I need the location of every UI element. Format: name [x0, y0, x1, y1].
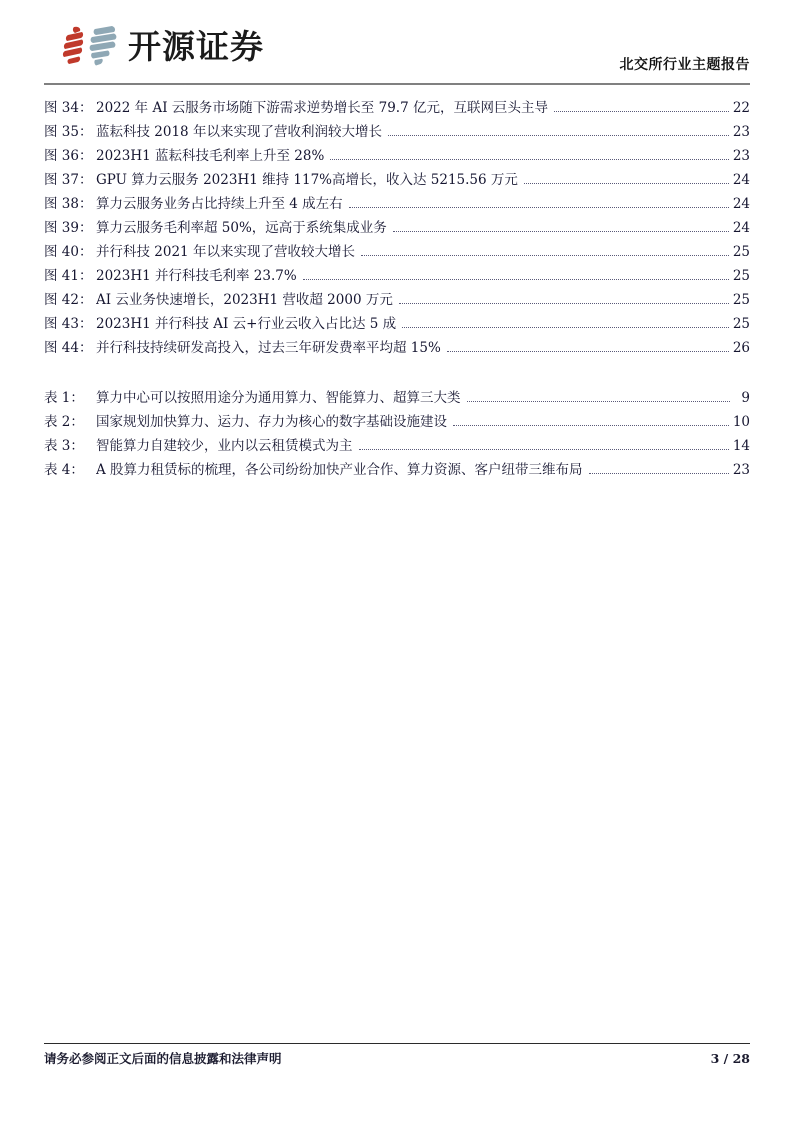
toc-dot-leader — [524, 176, 729, 184]
brand-name: 开源证券 — [128, 26, 264, 66]
toc-entry-figure[interactable] — [44, 240, 750, 264]
toc-entry-page: 23 — [732, 148, 750, 164]
toc-entry-label: 图 41： — [44, 268, 93, 284]
table-of-contents — [44, 96, 750, 482]
toc-entry-label: 表 2： — [44, 414, 84, 430]
toc-dot-leader — [453, 418, 729, 426]
toc-entry-figure[interactable] — [44, 264, 750, 288]
toc-entry-title: GPU 算力云服务 2023H1 维持 117%高增长，收入达 5215.56 万元 — [96, 172, 518, 188]
toc-entry-label: 图 37： — [44, 172, 93, 188]
report-title: 北交所行业主题报告 — [619, 57, 750, 73]
toc-entry-label: 图 34： — [44, 100, 93, 116]
toc-entry-title: 2023H1 并行科技 AI 云+行业云收入占比达 5 成 — [96, 316, 397, 332]
toc-entry-page: 25 — [732, 292, 750, 308]
toc-entry-label: 图 39： — [44, 220, 93, 236]
toc-dot-leader — [330, 152, 729, 160]
toc-entry-label: 图 44： — [44, 340, 93, 356]
toc-entry-table[interactable] — [44, 458, 750, 482]
toc-dot-leader — [467, 394, 731, 402]
toc-entry-label: 图 40： — [44, 244, 93, 260]
page-header — [44, 14, 750, 76]
page-footer — [44, 1049, 750, 1067]
toc-dot-leader — [388, 128, 729, 136]
toc-entry-page: 24 — [732, 220, 750, 236]
toc-dot-leader — [447, 344, 729, 352]
toc-entry-title: 国家规划加快算力、运力、存力为核心的数字基础设施建设 — [96, 414, 447, 430]
toc-entry-figure[interactable] — [44, 168, 750, 192]
toc-entry-page: 25 — [732, 268, 750, 284]
toc-entry-figure[interactable] — [44, 192, 750, 216]
toc-tables-group — [44, 386, 750, 482]
toc-dot-leader — [303, 272, 729, 280]
toc-entry-title: 2023H1 蓝耘科技毛利率上升至 28% — [96, 148, 325, 164]
toc-entry-label: 表 4： — [44, 462, 84, 478]
toc-entry-page: 23 — [732, 124, 750, 140]
footer-page-number: 3 / 28 — [710, 1051, 750, 1066]
toc-dot-leader — [393, 224, 729, 232]
toc-entry-page: 26 — [732, 340, 750, 356]
toc-entry-title: 算力云服务业务占比持续上升至 4 成左右 — [96, 196, 343, 212]
toc-entry-table[interactable] — [44, 434, 750, 458]
toc-dot-leader — [589, 466, 729, 474]
toc-dot-leader — [554, 104, 729, 112]
toc-entry-title: 并行科技 2021 年以来实现了营收较大增长 — [96, 244, 355, 260]
toc-dot-leader — [361, 248, 729, 256]
toc-entry-label: 图 35： — [44, 124, 93, 140]
toc-entry-label: 表 3： — [44, 438, 84, 454]
kaiyuan-logo-icon — [62, 24, 118, 68]
toc-entry-page: 23 — [732, 462, 750, 478]
toc-entry-table[interactable] — [44, 386, 750, 410]
header-divider — [44, 83, 750, 85]
toc-entry-title: 蓝耘科技 2018 年以来实现了营收利润较大增长 — [96, 124, 382, 140]
footer-disclaimer: 请务必参阅正文后面的信息披露和法律声明 — [44, 1051, 282, 1066]
toc-entry-page: 24 — [732, 172, 750, 188]
toc-entry-title: 算力中心可以按照用途分为通用算力、智能算力、超算三大类 — [96, 390, 461, 406]
toc-entry-page: 24 — [732, 196, 750, 212]
toc-entry-page: 14 — [732, 438, 750, 454]
toc-entry-page: 9 — [741, 390, 750, 406]
toc-entry-title: 2023H1 并行科技毛利率 23.7% — [96, 268, 297, 284]
toc-entry-title: 智能算力自建较少，业内以云租赁模式为主 — [96, 438, 353, 454]
toc-entry-figure[interactable] — [44, 96, 750, 120]
toc-entry-title: 并行科技持续研发高投入，过去三年研发费率平均超 15% — [96, 340, 441, 356]
toc-entry-page: 25 — [732, 316, 750, 332]
toc-entry-figure[interactable] — [44, 144, 750, 168]
toc-entry-label: 图 36： — [44, 148, 93, 164]
toc-entry-title: AI 云业务快速增长，2023H1 营收超 2000 万元 — [96, 292, 393, 308]
toc-entry-figure[interactable] — [44, 288, 750, 312]
toc-entry-figure[interactable] — [44, 216, 750, 240]
toc-entry-title: 2022 年 AI 云服务市场随下游需求逆势增长至 79.7 亿元，互联网巨头主导 — [96, 100, 548, 116]
footer-divider — [44, 1043, 750, 1044]
toc-entry-label: 图 42： — [44, 292, 93, 308]
brand-logo — [62, 18, 264, 74]
toc-entry-title: 算力云服务毛利率超 50%，远高于系统集成业务 — [96, 220, 387, 236]
toc-entry-figure[interactable] — [44, 312, 750, 336]
toc-entry-title: A 股算力租赁标的梳理，各公司纷纷加快产业合作、算力资源、客户纽带三维布局 — [96, 462, 583, 478]
toc-entry-page: 25 — [732, 244, 750, 260]
toc-dot-leader — [349, 200, 729, 208]
toc-dot-leader — [399, 296, 729, 304]
toc-entry-label: 图 38： — [44, 196, 93, 212]
toc-entry-page: 22 — [732, 100, 750, 116]
toc-entry-table[interactable] — [44, 410, 750, 434]
toc-dot-leader — [402, 320, 729, 328]
toc-entry-label: 表 1： — [44, 390, 84, 406]
toc-figures-group — [44, 96, 750, 360]
toc-entry-figure[interactable] — [44, 336, 750, 360]
toc-dot-leader — [359, 442, 729, 450]
toc-entry-page: 10 — [732, 414, 750, 430]
toc-entry-figure[interactable] — [44, 120, 750, 144]
toc-entry-label: 图 43： — [44, 316, 93, 332]
